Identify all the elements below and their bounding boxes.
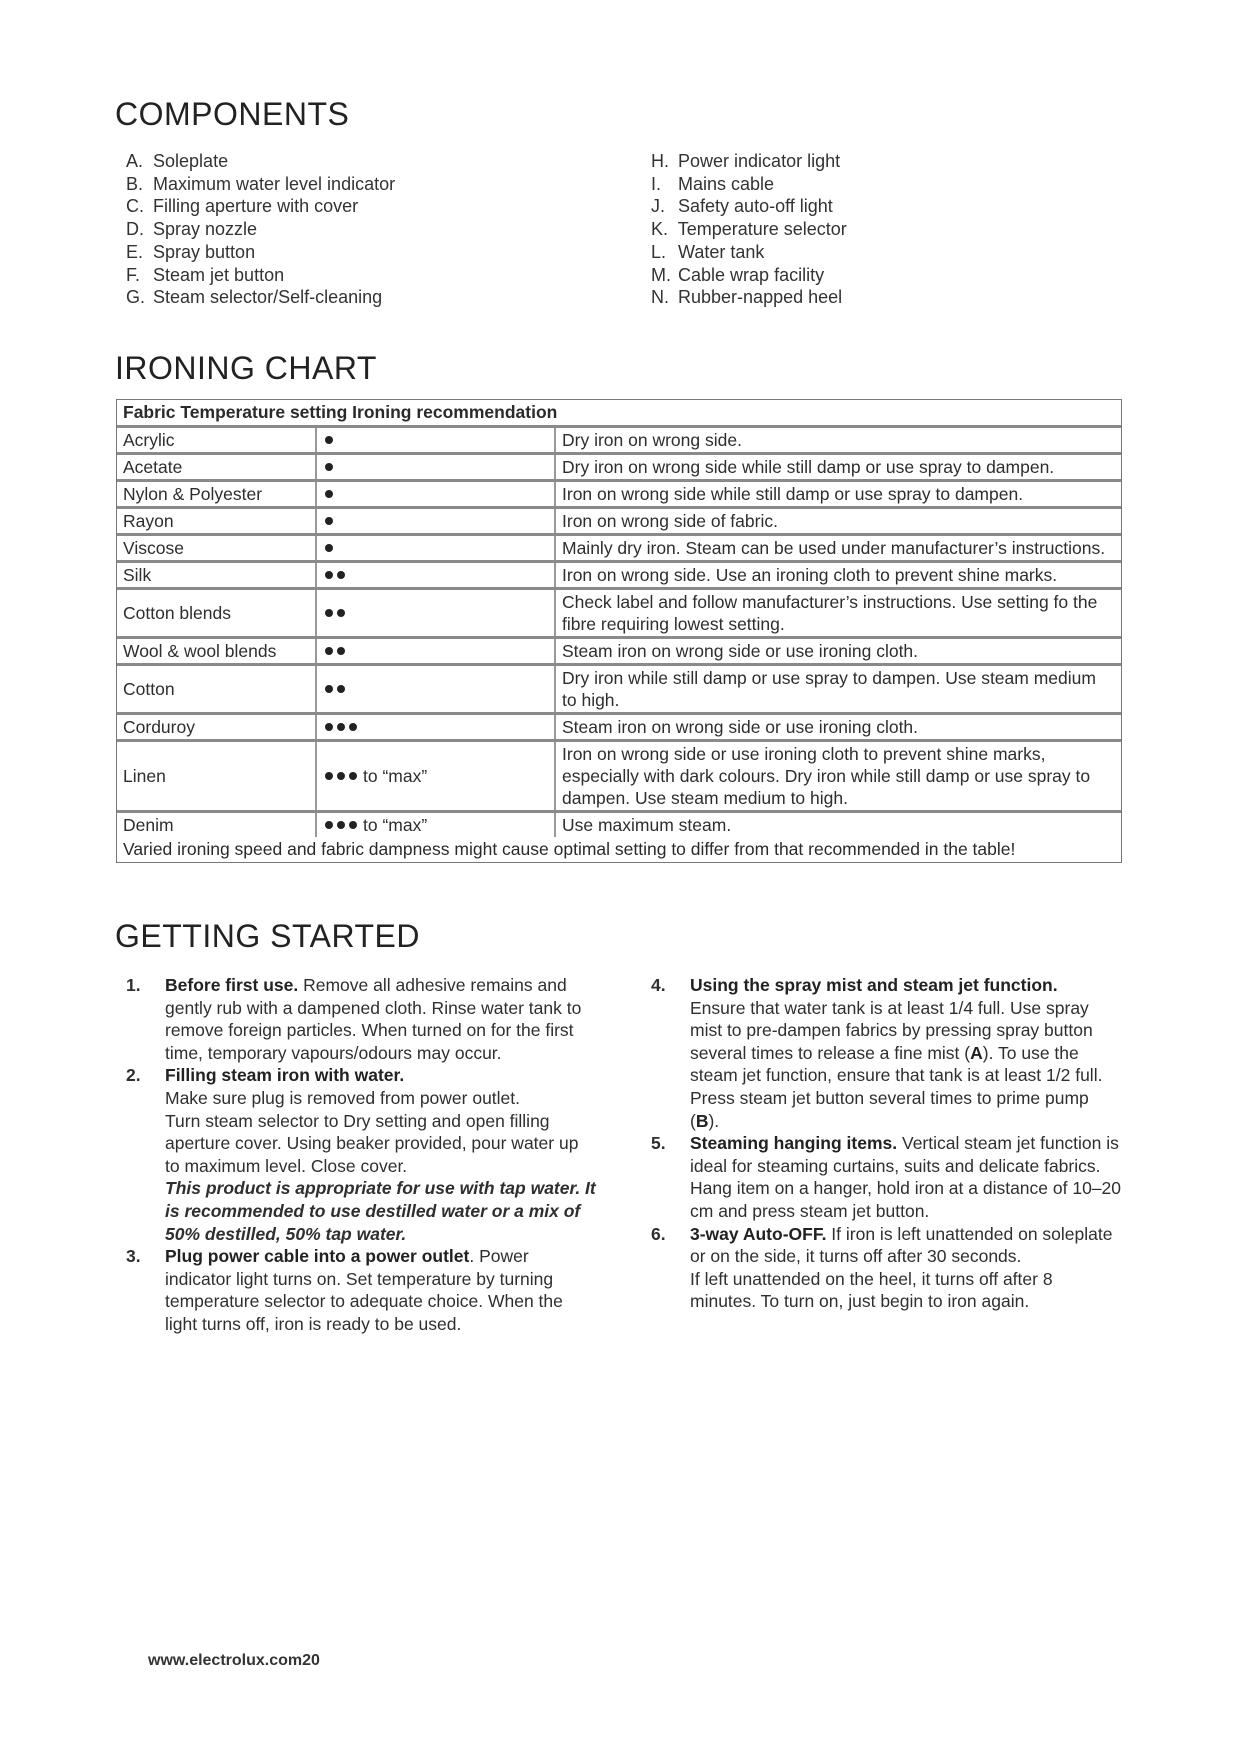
temperature-dot-icon (325, 609, 333, 617)
fabric-cell: Acetate (117, 455, 317, 479)
step-6-heading: 3-way Auto-OFF. (690, 1223, 827, 1244)
chart-row (117, 742, 1121, 813)
step-2: 2. Filling steam iron with water. Make sure plug is removed from power outlet. Turn steam selector to Dry setting and open filling aperture cover. Using beaker provided, pour water up to maximum level. Close cover. This product is appropriate for use with tap water. It is recommended to use destilled water or a mix of 50% destilled, 50% tap water. (126, 1065, 596, 1244)
steps-right (651, 974, 1121, 1313)
temperature-dot-icon (349, 821, 357, 829)
fabric-cell: Wool & wool blends (117, 639, 317, 663)
step-5: 5. Steaming hanging items. Vertical steam jet function is ideal for steaming curtains, suits and delicate fabrics. Hang item on a hanger, hold iron at a distance of 10–20 cm and press steam jet button. (651, 1133, 1121, 1221)
footer-url-page-number[interactable]: www.electrolux.com20 (148, 1652, 320, 1669)
temperature-dot-icon (337, 571, 345, 579)
temperature-dots (325, 463, 337, 471)
component-item (651, 150, 847, 173)
temperature-dot-icon (349, 723, 357, 731)
component-item (651, 264, 847, 287)
fabric-cell: Corduroy (117, 715, 317, 739)
component-label: Power indicator light (678, 151, 841, 171)
chart-row (117, 428, 1121, 455)
chart-row (117, 666, 1121, 715)
component-item (126, 218, 395, 241)
temperature-dot-icon (349, 772, 357, 780)
temperature-dot-icon (325, 463, 333, 471)
component-label: Temperature selector (677, 219, 847, 240)
temperature-dots (325, 490, 337, 498)
recommendation-cell: Mainly dry iron. Steam can be used under manufacturer’s instructions. (562, 538, 1106, 558)
step-2-heading: Filling steam iron with water. (165, 1065, 405, 1086)
component-letter: H. (651, 151, 669, 171)
component-label: Mains cable (678, 173, 775, 194)
component-item (651, 195, 847, 218)
recommendation-cell: Iron on wrong side or use ironing cloth to prevent shine marks, especially with dark colours. Dry iron while still damp or use spray to dampen. Use steam medium to high. (562, 744, 1091, 808)
temperature-extra: to “max” (363, 765, 428, 786)
recommendation-cell: Dry iron on wrong side. (562, 430, 742, 450)
ironing-chart-note: Varied ironing speed and fabric dampness might cause optimal setting to differ from that recommended in the table! (123, 839, 1016, 859)
step-4-ref-b: B (695, 1110, 709, 1131)
ironing-chart-header: Fabric Temperature setting Ironing recommendation (117, 400, 1121, 428)
temperature-dot-icon (337, 609, 345, 617)
step-4-heading: Using the spray mist and steam jet function. (690, 975, 1058, 995)
fabric-cell: Denim (117, 813, 317, 837)
ironing-chart-table (116, 399, 1122, 863)
step-5-text: Vertical steam jet function is ideal for steaming curtains, suits and delicate fabrics. Hang item on a hanger, hold iron at a distance of 10–20 cm and press steam jet button. (690, 1133, 1121, 1221)
component-label: Water tank (678, 241, 765, 262)
temperature-dot-icon (325, 436, 333, 444)
step-6-line-2: If left unattended on the heel, it turns off after 8 minutes. To turn on, just begin to iron again. (690, 1268, 1053, 1312)
component-label: Steam jet button (153, 264, 285, 285)
temperature-dot-icon (325, 517, 333, 525)
temperature-cell (317, 813, 556, 837)
component-letter: C. (126, 196, 144, 217)
recommendation-cell: Steam iron on wrong side or use ironing cloth. (562, 717, 919, 737)
step-2-line-1: Make sure plug is removed from power outlet. (165, 1087, 521, 1108)
step-4-text-b: ). To use the steam jet function, ensure that tank is at least 1/2 full. Press steam jet button several times to prime pump ( (690, 1042, 1103, 1131)
temperature-dots (325, 544, 337, 552)
temperature-dot-icon (325, 772, 333, 780)
step-1-text: Remove all adhesive remains and gently rub with a dampened cloth. Rinse water tank to remove foreign particles. When turned on for the first time, temporary vapours/odours may occur. (165, 975, 582, 1063)
recommendation-cell: Iron on wrong side while still damp or use spray to dampen. (562, 484, 1024, 504)
chart-row (117, 715, 1121, 742)
recommendation-cell: Dry iron on wrong side while still damp or use spray to dampen. (562, 457, 1055, 477)
getting-started-title: GETTING STARTED (115, 918, 420, 954)
recommendation-cell: Dry iron while still damp or use spray to dampen. Use steam medium to high. (562, 668, 1096, 710)
fabric-cell: Linen (117, 742, 317, 810)
component-item (126, 173, 395, 196)
temperature-dot-icon (337, 821, 345, 829)
component-label: Rubber-napped heel (678, 287, 843, 308)
temperature-dot-icon (337, 647, 345, 655)
component-item (651, 286, 847, 309)
temperature-dot-icon (325, 685, 333, 693)
chart-row (117, 590, 1121, 639)
temperature-dots (325, 571, 349, 579)
temperature-dot-icon (325, 490, 333, 498)
chart-row (117, 482, 1121, 509)
fabric-cell: Silk (117, 563, 317, 587)
temperature-dots (325, 609, 349, 617)
temperature-cell (317, 428, 556, 452)
step-5-heading: Steaming hanging items. (690, 1133, 898, 1154)
component-label: Maximum water level indicator (153, 173, 396, 194)
temperature-dots (325, 723, 361, 731)
chart-row (117, 639, 1121, 666)
component-letter: B. (126, 173, 144, 194)
components-list-right (651, 150, 847, 309)
component-letter: D. (126, 219, 144, 240)
component-letter: N. (651, 287, 669, 308)
temperature-dots (325, 517, 337, 525)
temperature-dot-icon (325, 821, 333, 829)
temperature-dot-icon (325, 544, 333, 552)
step-2-water-note: This product is appropriate for use with tap water. It is recommended to use destilled water or a mix of 50% destilled, 50% tap water. (165, 1178, 596, 1244)
components-title: COMPONENTS (115, 96, 350, 132)
fabric-cell: Cotton (117, 666, 317, 712)
temperature-cell (317, 482, 556, 506)
temperature-dot-icon (325, 647, 333, 655)
chart-row (117, 455, 1121, 482)
temperature-dot-icon (337, 723, 345, 731)
component-label: Safety auto-off light (678, 196, 833, 217)
component-letter: G. (126, 287, 146, 308)
component-item (651, 218, 847, 241)
component-item (126, 150, 395, 173)
component-label: Soleplate (153, 151, 229, 171)
chart-row (117, 563, 1121, 590)
step-3: 3. Plug power cable into a power outlet. Power indicator light turns on. Set temperature by turning temperature selector to adequate choice. When the light turns off, iron is ready to be used. (126, 1246, 563, 1334)
temperature-dots (325, 685, 349, 693)
temperature-extra: to “max” (363, 814, 428, 835)
temperature-dot-icon (337, 772, 345, 780)
temperature-dot-icon (325, 571, 333, 579)
temperature-dots (325, 821, 361, 829)
component-item (126, 264, 395, 287)
temperature-cell (317, 455, 556, 479)
temperature-cell (317, 715, 556, 739)
temperature-cell (317, 536, 556, 560)
chart-row (117, 509, 1121, 536)
temperature-dots (325, 436, 337, 444)
temperature-cell (317, 639, 556, 663)
component-item (651, 241, 847, 264)
component-label: Cable wrap facility (678, 264, 825, 285)
component-item (126, 286, 395, 309)
temperature-cell (317, 563, 556, 587)
component-letter: M. (651, 264, 671, 285)
temperature-cell (317, 590, 556, 636)
step-3-heading: Plug power cable into a power outlet (165, 1246, 470, 1267)
step-4-ref-a: A (970, 1042, 983, 1063)
step-6-text: If iron is left unattended on soleplate or on the side, it turns off after 30 seconds. (690, 1223, 1113, 1267)
temperature-dot-icon (325, 723, 333, 731)
recommendation-cell: Check label and follow manufacturer’s instructions. Use setting fo the fibre requiring lowest setting. (562, 592, 1098, 634)
chart-row (117, 536, 1121, 563)
step-4: 4. Using the spray mist and steam jet function. Ensure that water tank is at least 1/4 full. Use spray mist to pre-dampen fabrics by pressing spray button several times to release a fine mist (A). To use the steam jet function, ensure that tank is at least 1/2 full. Press steam jet button several times to prime pump (B). (651, 974, 1121, 1132)
component-label: Spray nozzle (153, 219, 258, 240)
step-1: 1. Before first use. Remove all adhesive remains and gently rub with a dampened cloth. Rinse water tank to remove foreign particles. When turned on for the first time, temporary vapours/odours may occur. (126, 975, 582, 1063)
fabric-cell: Acrylic (117, 428, 317, 452)
chart-row (117, 813, 1121, 837)
steps-left (126, 974, 596, 1336)
step-3-text: . Power indicator light turns on. Set temperature by turning temperature selector to adequate choice. When the light turns off, iron is ready to be used. (165, 1246, 563, 1334)
recommendation-cell: Iron on wrong side of fabric. (562, 511, 778, 531)
step-6: 6. 3-way Auto-OFF. If iron is left unattended on soleplate or on the side, it turns off after 30 seconds. If left unattended on the heel, it turns off after 8 minutes. To turn on, just begin to iron again. (651, 1223, 1121, 1313)
temperature-cell (317, 742, 556, 810)
component-label: Filling aperture with cover (153, 196, 359, 217)
recommendation-cell: Use maximum steam. (562, 815, 732, 835)
step-2-line-2: Turn steam selector to Dry setting and open filling aperture cover. Using beaker provided, pour water up to maximum level. Close cover. (165, 1110, 579, 1176)
temperature-dots (325, 772, 361, 780)
fabric-cell: Cotton blends (117, 590, 317, 636)
temperature-cell (317, 509, 556, 533)
fabric-cell: Viscose (117, 536, 317, 560)
temperature-cell (317, 666, 556, 712)
component-item (126, 241, 395, 264)
component-letter: A. (126, 151, 144, 171)
component-letter: K. (651, 219, 669, 240)
temperature-dot-icon (337, 685, 345, 693)
fabric-cell: Nylon & Polyester (117, 482, 317, 506)
step-4-text-a: Ensure that water tank is at least 1/4 full. Use spray mist to pre-dampen fabrics by pressing spray button several times to release a fine mist ( (690, 997, 1093, 1063)
ironing-chart-title: IRONING CHART (115, 350, 377, 386)
components-list-left (126, 150, 395, 309)
temperature-dots (325, 647, 349, 655)
step-1-heading: Before first use. (165, 975, 299, 995)
component-label: Spray button (153, 241, 256, 262)
component-item (126, 195, 395, 218)
recommendation-cell: Steam iron on wrong side or use ironing cloth. (562, 641, 919, 661)
component-letter: E. (126, 241, 144, 262)
step-4-text-c: ). (708, 1110, 720, 1131)
component-letter: J. (651, 196, 666, 217)
component-letter: L. (651, 241, 667, 262)
recommendation-cell: Iron on wrong side. Use an ironing cloth to prevent shine marks. (562, 565, 1058, 585)
component-label: Steam selector/Self-cleaning (153, 287, 383, 308)
component-item (651, 173, 847, 196)
component-letter: F. (126, 264, 141, 285)
component-letter: I. (651, 173, 662, 194)
fabric-cell: Rayon (117, 509, 317, 533)
